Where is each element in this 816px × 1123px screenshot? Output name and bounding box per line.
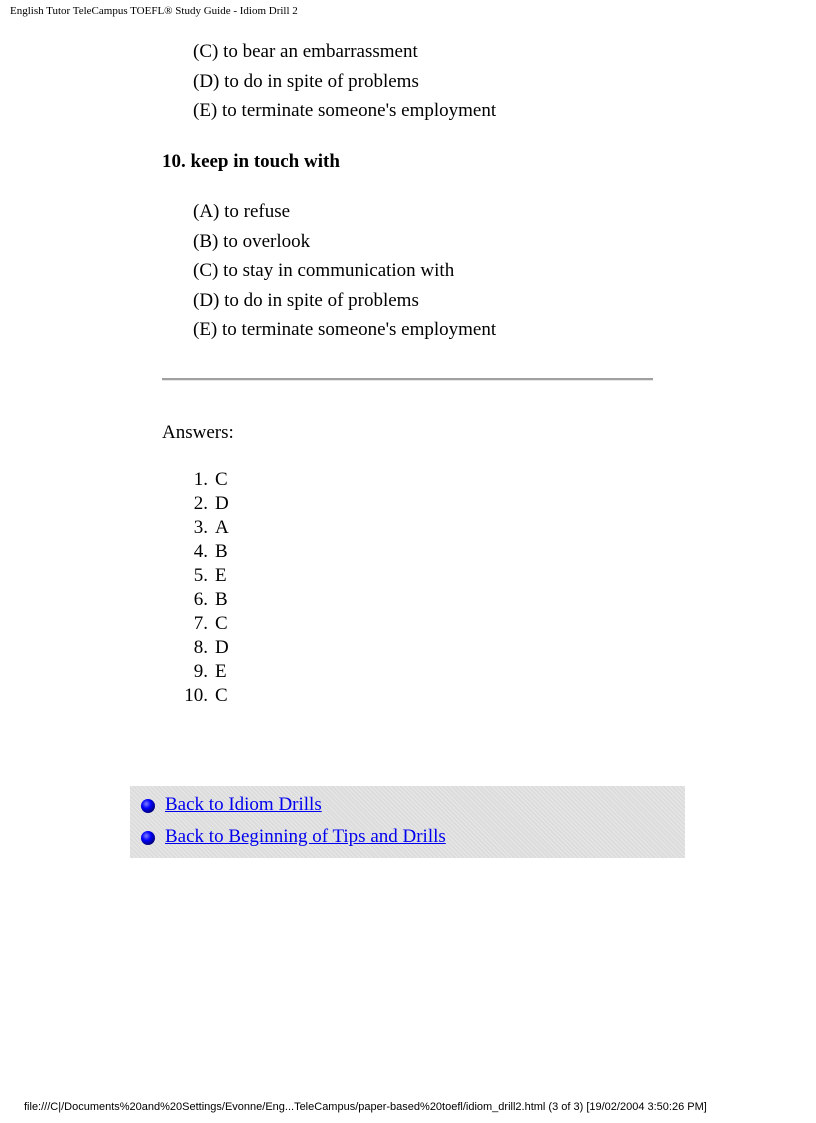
answer-number: 2. <box>193 493 208 514</box>
blue-bullet-icon <box>139 829 157 847</box>
page-footer-url: file:///C|/Documents%20and%20Settings/Evonne/Eng...TeleCampus/paper-based%20toefl/idiom_drill2.html (3 of 3) [19/02/2004 3:50:26 PM] <box>24 1101 707 1113</box>
answer-list <box>170 468 229 708</box>
back-to-idiom-drills-link[interactable]: Back to Idiom Drills <box>165 794 322 815</box>
answer-item <box>170 684 229 708</box>
answer-item <box>170 516 229 540</box>
answer-letter: C <box>215 469 228 490</box>
navigation-box <box>130 786 685 858</box>
answer-item <box>170 540 229 564</box>
back-to-tips-and-drills-link[interactable]: Back to Beginning of Tips and Drills <box>165 826 446 847</box>
answer-item <box>170 636 229 660</box>
answer-letter: B <box>215 541 228 562</box>
page-header: English Tutor TeleCampus TOEFL® Study Guide - Idiom Drill 2 <box>10 5 298 17</box>
answer-item <box>170 564 229 588</box>
answer-letter: C <box>215 613 228 634</box>
answer-item <box>170 660 229 684</box>
answer-item <box>170 588 229 612</box>
nav-item-idiom-drills <box>139 792 322 818</box>
answer-letter: A <box>215 517 229 538</box>
answer-letter: B <box>215 589 228 610</box>
answer-item <box>170 492 229 516</box>
choice-10a: (A) to refuse <box>193 201 291 222</box>
answer-letter: D <box>215 637 229 658</box>
blue-bullet-icon <box>139 797 157 815</box>
answer-item <box>170 612 229 636</box>
answer-letter: C <box>215 685 228 706</box>
answer-number: 8. <box>193 637 208 658</box>
choice-9e: (E) to terminate someone's employment <box>193 100 497 121</box>
question-9-choices <box>193 37 496 126</box>
answer-letter: D <box>215 493 229 514</box>
question-10-choices <box>193 197 496 345</box>
horizontal-divider <box>162 378 653 381</box>
answer-number: 9. <box>193 661 208 682</box>
answer-number: 6. <box>193 589 208 610</box>
answers-heading: Answers: <box>162 422 234 443</box>
answer-letter: E <box>215 661 227 682</box>
choice-10b: (B) to overlook <box>193 230 311 252</box>
answer-number: 10. <box>184 685 208 706</box>
answer-number: 4. <box>193 541 208 562</box>
choice-9d: (D) to do in spite of problems <box>193 70 419 92</box>
answer-letter: E <box>215 565 227 586</box>
choice-10c: (C) to stay in communication with <box>193 260 455 281</box>
choice-10d: (D) to do in spite of problems <box>193 289 419 311</box>
answer-item <box>170 468 229 492</box>
answer-number: 3. <box>193 517 208 538</box>
choice-10e: (E) to terminate someone's employment <box>193 319 497 340</box>
answer-number: 7. <box>193 613 208 634</box>
choice-9c: (C) to bear an embarrassment <box>193 41 418 62</box>
answer-number: 1. <box>193 469 208 490</box>
answer-number: 5. <box>193 565 208 586</box>
question-10-title: 10. keep in touch with <box>162 151 340 172</box>
nav-item-tips-and-drills <box>139 824 446 850</box>
